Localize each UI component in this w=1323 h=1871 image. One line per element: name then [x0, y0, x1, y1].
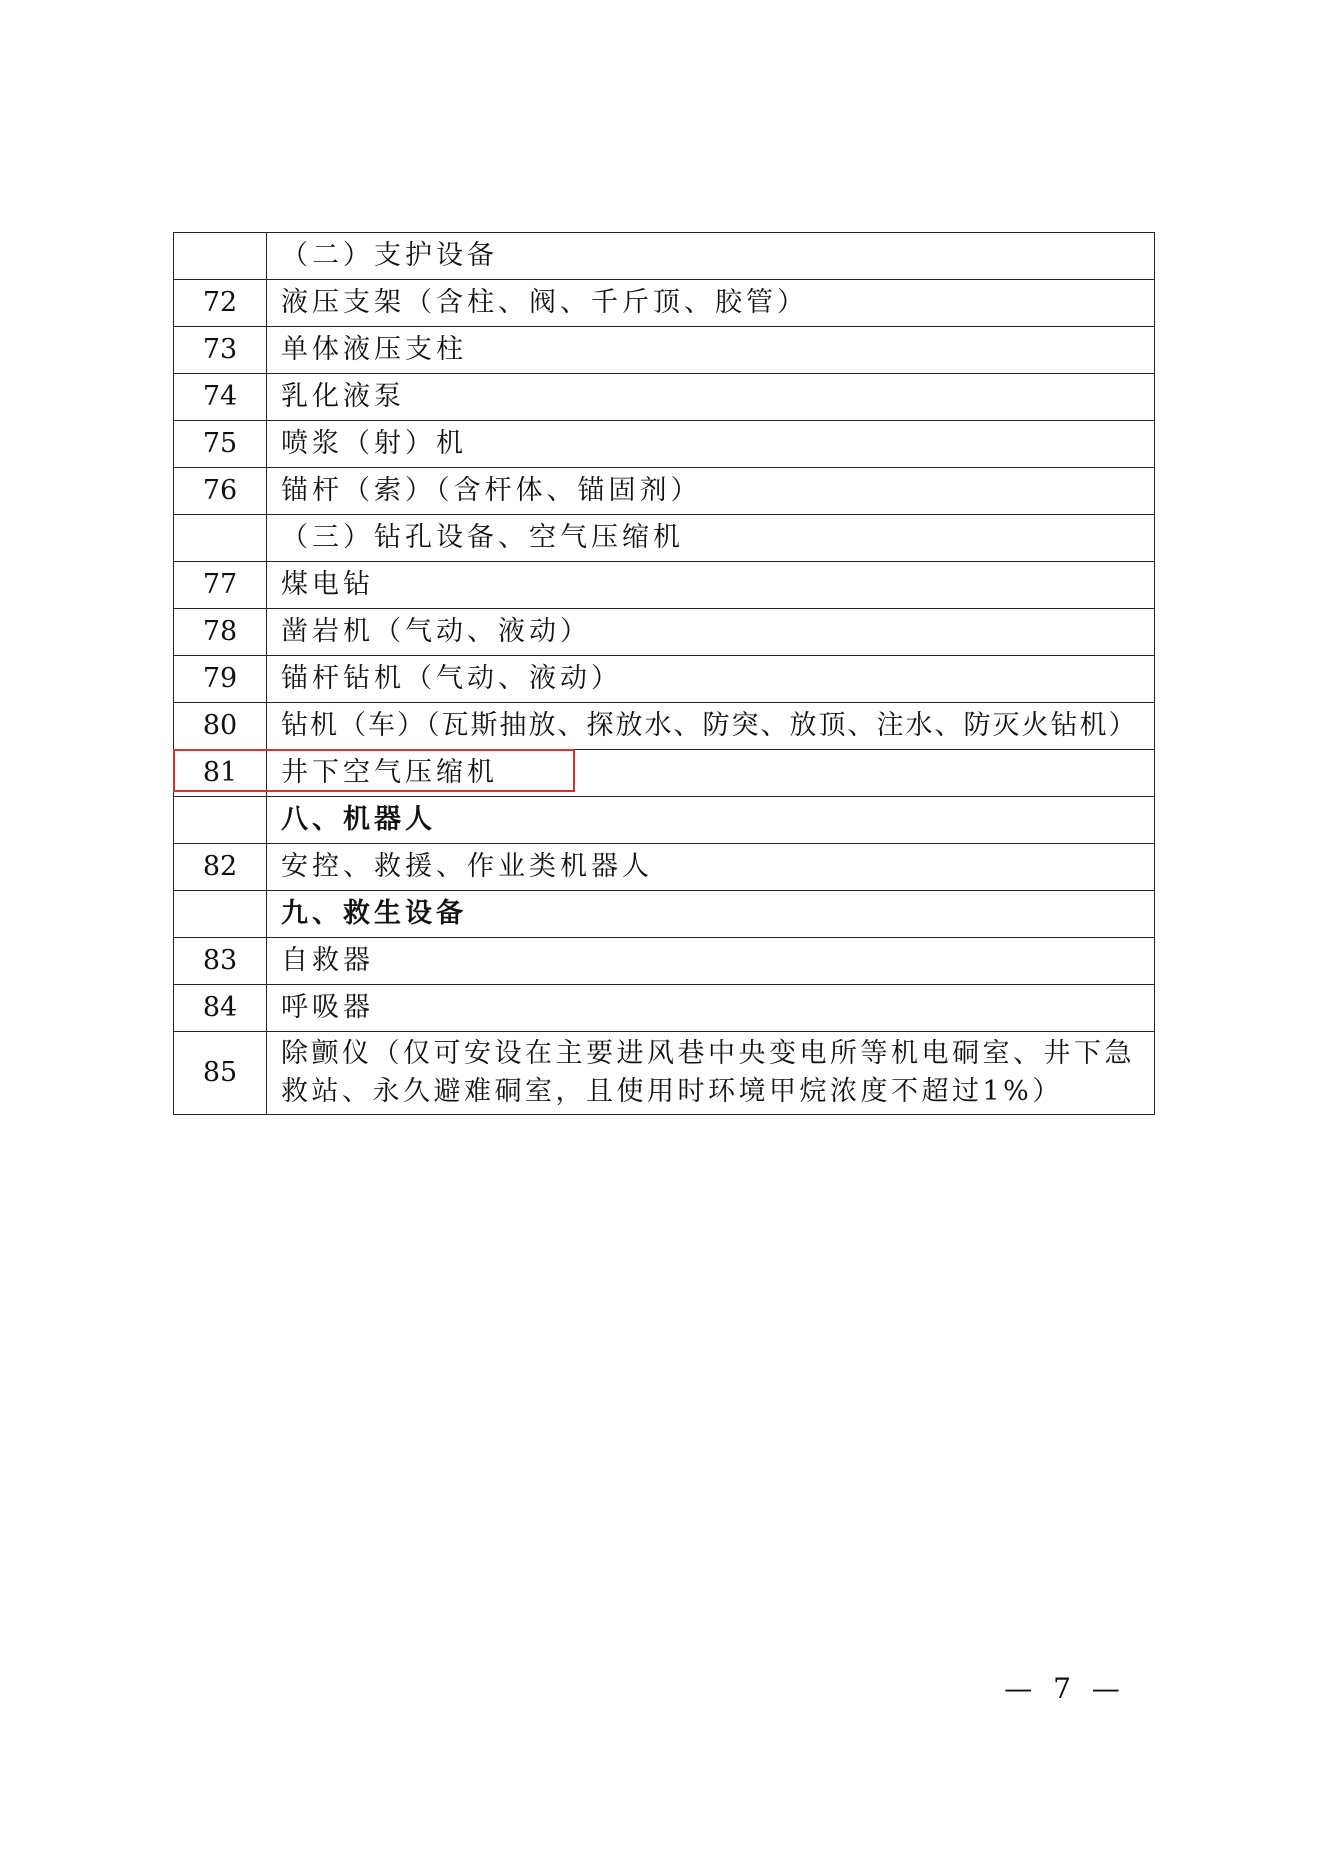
table-row	[174, 609, 1155, 656]
row-number: 76	[174, 468, 267, 515]
row-number: 73	[174, 327, 267, 374]
row-number: 74	[174, 374, 267, 421]
row-item-name: 锚杆（索）（含杆体、锚固剂）	[267, 468, 1155, 515]
row-item-name: （三）钻孔设备、空气压缩机	[267, 515, 1155, 562]
section-heading-row	[174, 797, 1155, 844]
row-number	[174, 515, 267, 562]
table-row	[174, 703, 1155, 750]
row-item-name: （二）支护设备	[267, 233, 1155, 280]
row-number: 75	[174, 421, 267, 468]
row-number	[174, 233, 267, 280]
table-row	[174, 515, 1155, 562]
table-row	[174, 374, 1155, 421]
table-row	[174, 656, 1155, 703]
row-number: 77	[174, 562, 267, 609]
row-item-name: 自救器	[267, 938, 1155, 985]
row-item-name: 呼吸器	[267, 985, 1155, 1032]
row-number	[174, 891, 267, 938]
row-item-name: 煤电钻	[267, 562, 1155, 609]
row-item-name: 单体液压支柱	[267, 327, 1155, 374]
table-row	[174, 985, 1155, 1032]
row-item-name: 喷浆（射）机	[267, 421, 1155, 468]
row-item-name: 井下空气压缩机	[267, 750, 1155, 797]
table-row	[174, 327, 1155, 374]
table-row	[174, 938, 1155, 985]
table-row	[174, 844, 1155, 891]
row-item-name: 安控、救援、作业类机器人	[267, 844, 1155, 891]
row-number: 82	[174, 844, 267, 891]
row-number: 80	[174, 703, 267, 750]
section-heading: 九、救生设备	[267, 891, 1155, 938]
table-row	[174, 1032, 1155, 1115]
table-row-highlighted	[174, 750, 1155, 797]
row-number: 72	[174, 280, 267, 327]
table-row	[174, 468, 1155, 515]
page-number: — 7 —	[1004, 1672, 1126, 1705]
table-row	[174, 233, 1155, 280]
row-number	[174, 797, 267, 844]
row-item-name: 凿岩机（气动、液动）	[267, 609, 1155, 656]
row-item-name: 钻机（车）（瓦斯抽放、探放水、防突、放顶、注水、防灭火钻机）	[267, 703, 1155, 750]
row-item-name: 锚杆钻机（气动、液动）	[267, 656, 1155, 703]
equipment-table	[173, 232, 1155, 1115]
row-number: 78	[174, 609, 267, 656]
table-row	[174, 280, 1155, 327]
table-row	[174, 562, 1155, 609]
row-item-name: 液压支架（含柱、阀、千斤顶、胶管）	[267, 280, 1155, 327]
table-row	[174, 421, 1155, 468]
row-item-name: 除颤仪（仅可安设在主要进风巷中央变电所等机电硐室、井下急救站、永久避难硐室，且使用时环境甲烷浓度不超过1%）	[267, 1032, 1155, 1115]
row-item-name: 乳化液泵	[267, 374, 1155, 421]
row-number: 84	[174, 985, 267, 1032]
row-number: 79	[174, 656, 267, 703]
row-number: 81	[174, 750, 267, 797]
row-number: 83	[174, 938, 267, 985]
section-heading: 八、机器人	[267, 797, 1155, 844]
row-number: 85	[174, 1032, 267, 1115]
section-heading-row	[174, 891, 1155, 938]
